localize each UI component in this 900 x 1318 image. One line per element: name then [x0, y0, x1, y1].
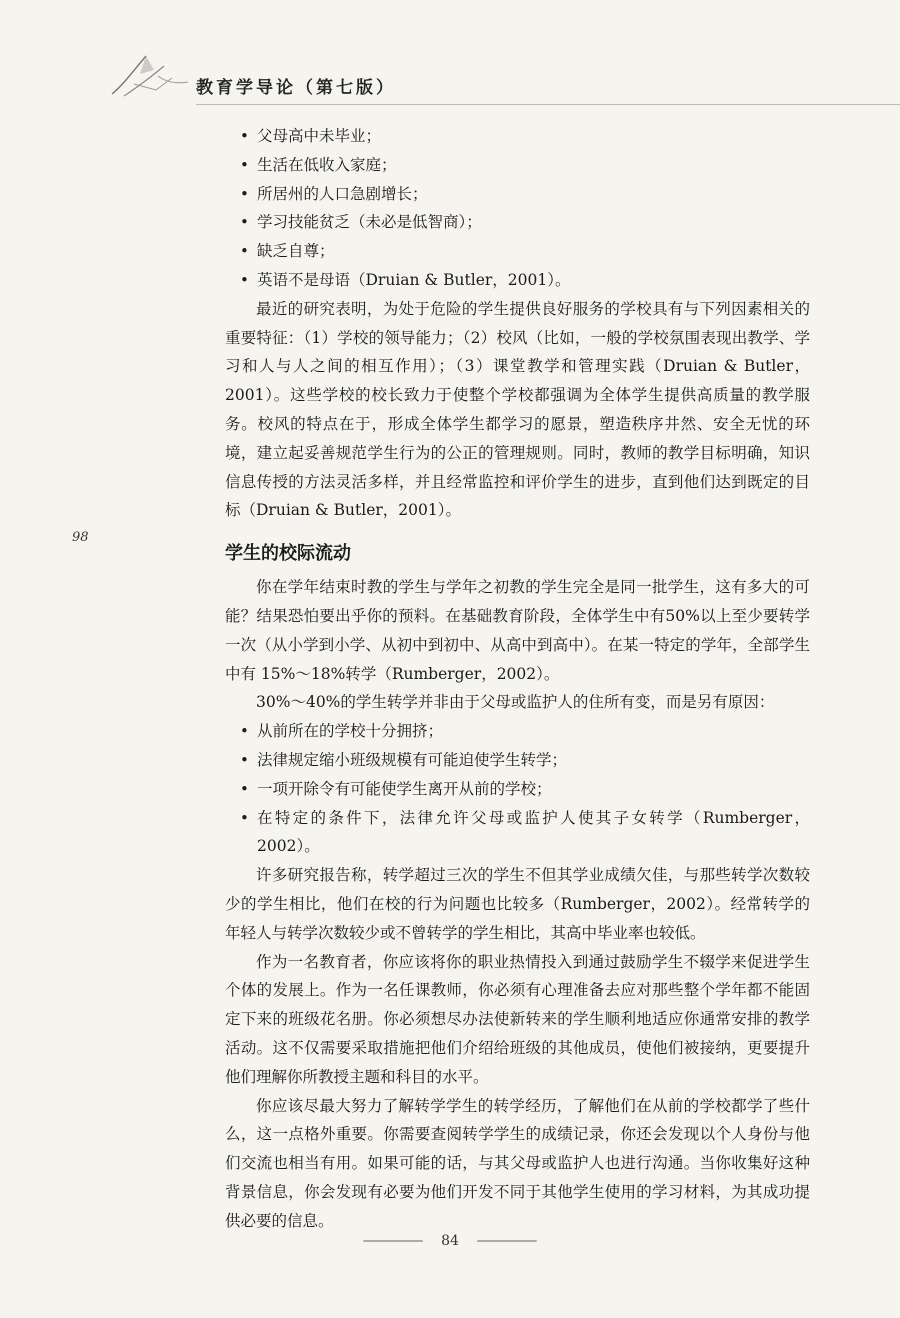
- footer-ornament-right: [477, 1240, 537, 1242]
- page-body: [225, 122, 810, 1235]
- paragraph: 30%～40%的学生转学并非由于父母或监护人的住所有变，而是另有原因：: [256, 693, 775, 712]
- paragraph: 许多研究报告称，转学超过三次的学生不但其学业成绩欠佳，与那些转学次数较少的学生相比，他们在校的行为问题也比较多（Rumberger，2002）。经常转学的年轻人与转学次数较少或不曾转学的学生相比，其高中毕业率也较低。: [225, 866, 810, 942]
- paragraph: 你在学年结束时教的学生与学年之初教的学生完全是同一批学生，这有多大的可能？结果恐怕要出乎你的预料。在基础教育阶段，全体学生中有50%以上至少要转学一次（从小学到小学、从初中到初中、从高中到高中）。在某一特定的学年，全部学生中有 15%～18%转学（Rumberger，2002）。: [225, 578, 810, 683]
- decorative-header-graphic: [104, 44, 194, 104]
- paragraph: 最近的研究表明，为处于危险的学生提供良好服务的学校具有与下列因素相关的重要特征：（1）学校的领导能力；（2）校风（比如，一般的学校氛围表现出教学、学习和人与人之间的相互作用）；（3）课堂教学和管理实践（Druian & Butler，2001）。这些学校的校长致力于使整个学校都强调为全体学生提供高质量的教学服务。校风的特点在于，形成全体学生都学习的愿景，塑造秩序井然、安全无忧的环境，建立起妥善规范学生行为的公正的管理规则。同时，教师的教学目标明确，知识信息传授的方法灵活多样，并且经常监控和评价学生的进步，直到他们达到既定的目标（Druian & Butler，2001）。: [225, 299, 810, 520]
- section-heading: 学生的校际流动: [225, 543, 351, 565]
- risk-factor-list: [225, 122, 810, 295]
- list-item: • 父母高中未毕业；: [257, 122, 810, 151]
- list-item: • 学习技能贫乏（未必是低智商）；: [257, 208, 810, 237]
- footer-ornament-left: [363, 1240, 423, 1242]
- list-item: • 从前所在的学校十分拥挤；: [257, 717, 810, 746]
- paragraph: 作为一名教育者，你应该将你的职业热情投入到通过鼓励学生不辍学来促进学生个体的发展上。作为一名任课教师，你必须有心理准备去应对那些整个学年都不能固定下来的班级花名册。你必须想尽办法使新转来的学生顺利地适应你通常安排的教学活动。这不仅需要采取措施把他们介绍给班级的其他成员，使他们被接纳，更要提升他们理解你所教授主题和科目的水平。: [225, 952, 810, 1086]
- list-item: • 在特定的条件下，法律允许父母或监护人使其子女转学（Rumberger，2002）。: [257, 804, 810, 862]
- footer-page-number: 84: [441, 1233, 459, 1249]
- list-item: • 法律规定缩小班级规模有可能迫使学生转学；: [257, 746, 810, 775]
- header-rule: [196, 104, 900, 105]
- list-item: • 生活在低收入家庭；: [257, 151, 810, 180]
- list-item: • 英语不是母语（Druian & Butler，2001）。: [257, 266, 810, 295]
- list-item: • 缺乏自尊；: [257, 237, 810, 266]
- list-item: • 所居州的人口急剧增长；: [257, 180, 810, 209]
- transfer-reason-list: [225, 717, 810, 861]
- list-item: • 一项开除令有可能使学生离开从前的学校；: [257, 775, 810, 804]
- page-footer: [0, 1233, 900, 1249]
- running-header-title: 教育学导论（第七版）: [196, 78, 396, 98]
- paragraph: 你应该尽最大努力了解转学学生的转学经历，了解他们在从前的学校都学了些什么，这一点格外重要。你需要查阅转学学生的成绩记录，你还会发现以个人身份与他们交流也相当有用。如果可能的话，与其父母或监护人也进行沟通。当你收集好这种背景信息，你会发现有必要为他们开发不同于其他学生使用的学习材料，为其成功提供必要的信息。: [225, 1096, 810, 1230]
- margin-page-number: 98: [72, 530, 89, 545]
